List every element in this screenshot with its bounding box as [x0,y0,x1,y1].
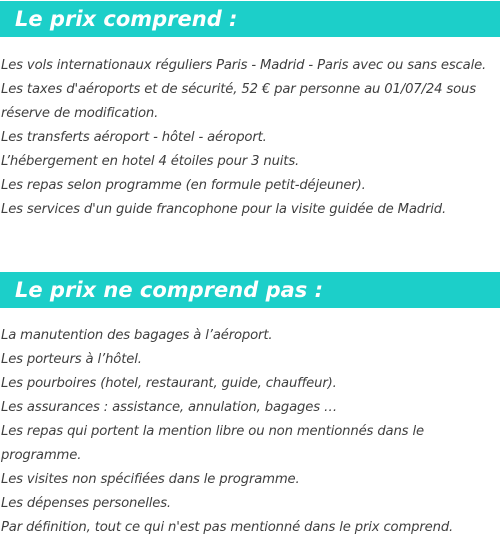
included-item: Les repas selon programme (en formule petit-déjeuner). [1,178,366,193]
excluded-item: Par définition, tout ce qui n'est pas mentionné dans le prix comprend. [1,520,454,535]
included-item: Les transferts aéroport - hôtel - aéroport. [1,130,267,145]
excluded-item: Les dépenses personelles. [1,496,171,511]
included-item: Les services d'un guide francophone pour la visite guidée de Madrid. [1,202,447,217]
included-item: Les taxes d'aéroports et de sécurité, 52 € par personne au 01/07/24 sous réserve de modification. [1,82,476,121]
excluded-section-heading: Le prix ne comprend pas : [0,272,500,308]
included-item: L’hébergement en hotel 4 étoiles pour 3 nuits. [1,154,300,169]
excluded-item: Les visites non spécifiées dans le programme. [1,472,300,487]
excluded-item: Les porteurs à l’hôtel. [1,352,142,367]
excluded-items-list [1,324,500,540]
excluded-item: Les assurances : assistance, annulation, bagages … [1,400,338,415]
excluded-item: Les pourboires (hotel, restaurant, guide, chauffeur). [1,376,337,391]
included-items-list [1,54,500,222]
included-section-heading: Le prix comprend : [0,1,500,37]
included-item: Les vols internationaux réguliers Paris - Madrid - Paris avec ou sans escale. [1,58,487,73]
excluded-item: Les repas qui portent la mention libre ou non mentionnés dans le programme. [1,424,424,463]
excluded-item: La manutention des bagages à l’aéroport. [1,328,273,343]
